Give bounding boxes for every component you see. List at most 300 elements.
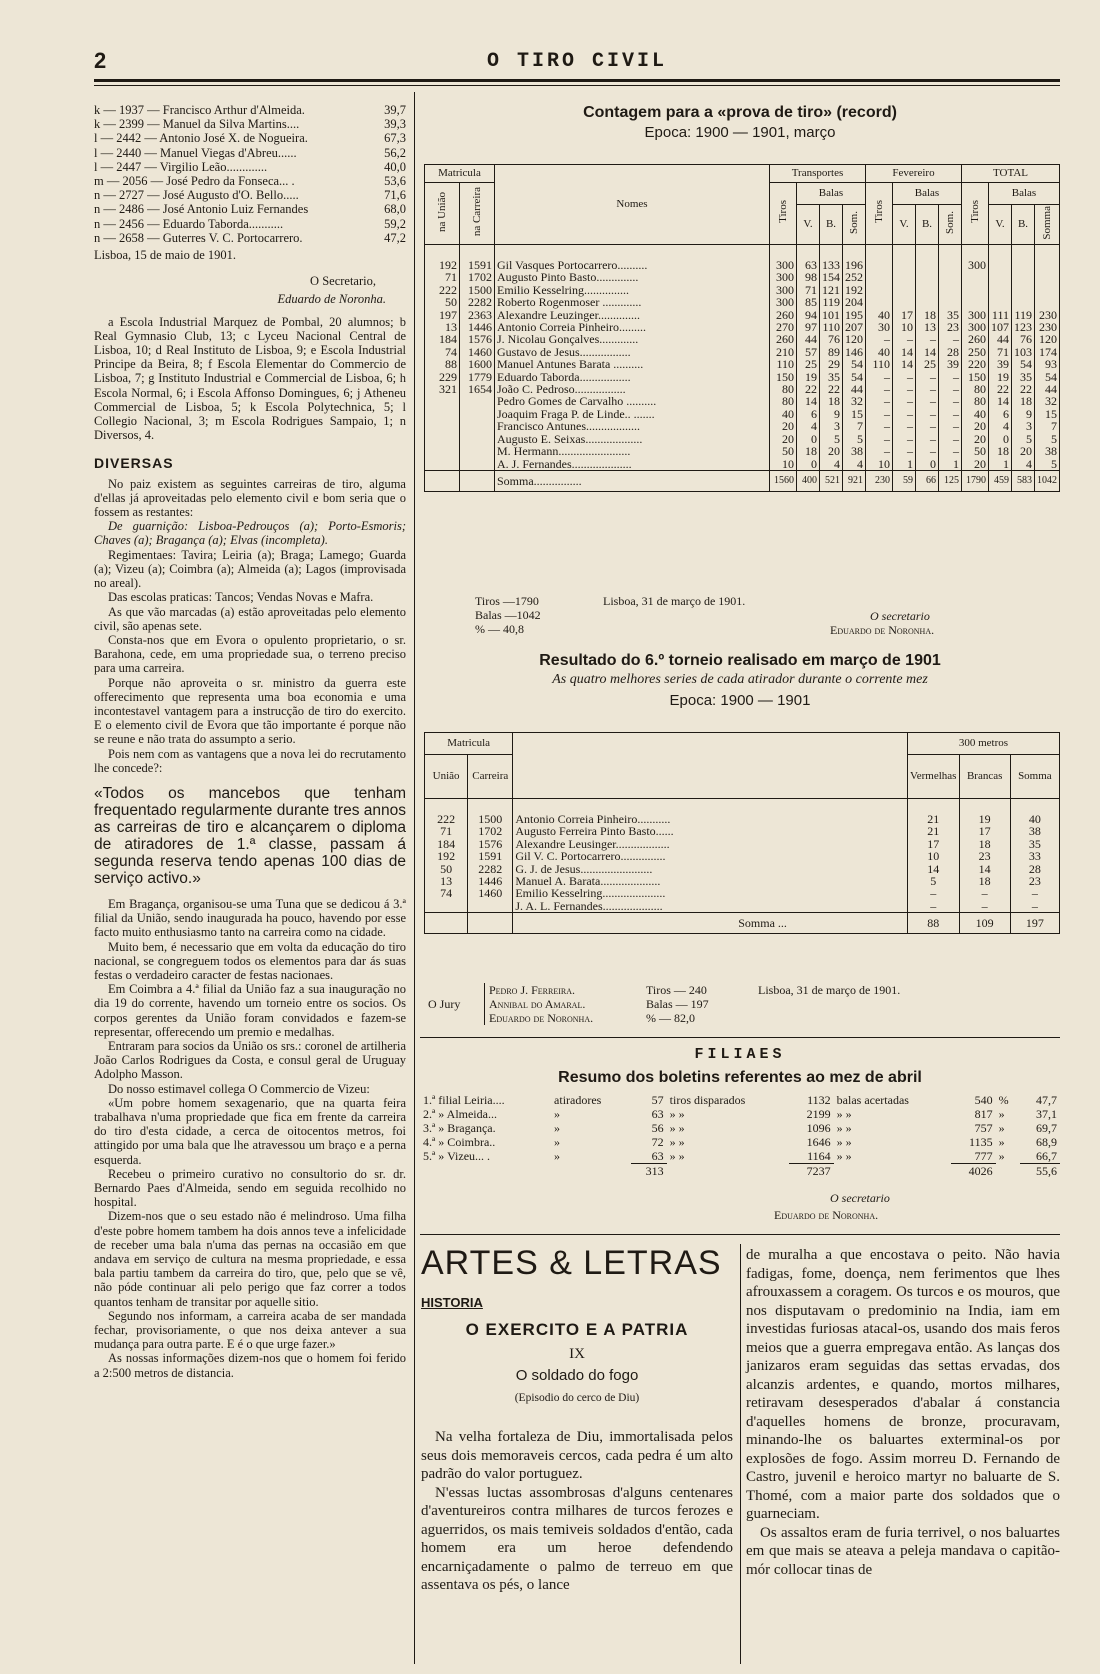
cell: 71: [797, 284, 820, 296]
header-matricula: Matricula: [425, 733, 513, 755]
cell: [1035, 284, 1060, 296]
filial-row: [420, 1135, 1060, 1149]
cell: »: [998, 1149, 1005, 1164]
cell: 4: [1012, 458, 1035, 471]
cell: 1576: [468, 838, 513, 850]
cell: 101: [820, 309, 843, 321]
list-score: 67,3: [384, 131, 406, 146]
total-cell: [551, 1164, 631, 1179]
header-na-carreira: na Carreira: [470, 187, 483, 237]
cell: [1035, 271, 1060, 283]
cell: –: [939, 383, 962, 395]
cell: 6: [797, 408, 820, 420]
cell: [1012, 296, 1035, 308]
cell: [893, 245, 916, 272]
cell: 1460: [460, 346, 495, 358]
filiaes-secretary-name: Eduardo de Noronha.: [774, 1208, 879, 1222]
header-nomes: Nomes: [495, 165, 770, 245]
cell: [893, 296, 916, 308]
list-score: 53,6: [384, 174, 406, 189]
table-total-row: [425, 913, 1060, 934]
cell: 5.ª » Vizeu... .: [423, 1149, 491, 1164]
cell: 1096: [806, 1121, 831, 1135]
list-entry: n — 2486 — José Antonio Luiz Fernandes: [94, 202, 309, 217]
filiaes-heading: [420, 1046, 1060, 1087]
paragraph: As nossas informações dizem-nos que o homem foi ferido a 2:500 metros de distancia.: [94, 1351, 406, 1380]
summary-percent: % — 40,8: [475, 622, 524, 636]
cell: 88: [425, 358, 460, 370]
cell: 44: [989, 333, 1012, 345]
cell: [460, 458, 495, 471]
cell: [425, 458, 460, 471]
cell: 2282: [460, 296, 495, 308]
cell: [989, 296, 1012, 308]
cell: 300: [962, 245, 989, 272]
cell: 119: [1012, 309, 1035, 321]
list-score: 40,0: [384, 159, 406, 174]
cell: 5: [820, 433, 843, 445]
cell: [425, 900, 468, 913]
cell: 7: [843, 420, 866, 432]
jury-member: Annibal do Amaral.: [489, 997, 586, 1011]
list-item: [94, 231, 406, 245]
total-label: Somma................: [495, 470, 770, 491]
cell: 44: [1035, 383, 1060, 395]
cell: 121: [820, 284, 843, 296]
paragraph: Em Bragança, organisou-se uma Tuna que se dedicou á 3.ª filial da União, sendo inaugurada ha pouco, havendo por esse facto muito enthusiasmo tanto na carreira como na cidade.: [94, 896, 406, 940]
cell: –: [916, 433, 939, 445]
cell: 22: [989, 383, 1012, 395]
cell: 2.ª » Almeida...: [423, 1107, 497, 1121]
header-b: B.: [1012, 205, 1035, 245]
cell: 19: [797, 371, 820, 383]
record-count-table: [424, 164, 1060, 492]
athlete-name: Manuel A. Barata....................: [513, 875, 908, 887]
header-v: V.: [797, 205, 820, 245]
cell: 1591: [468, 850, 513, 862]
table2-heading: [420, 652, 1060, 709]
table-row: [425, 420, 1060, 432]
list-entry: n — 2727 — José Augusto d'O. Bello.....: [94, 188, 299, 203]
cell: 192: [425, 245, 460, 272]
cell: 220: [962, 358, 989, 370]
left-column: [94, 103, 406, 1380]
cell: 25: [916, 358, 939, 370]
cell: 192: [843, 284, 866, 296]
total-cell: 197: [1010, 913, 1059, 934]
cell: –: [959, 900, 1010, 913]
summary-percent: % — 82,0: [646, 1011, 695, 1025]
table1-summary: [475, 594, 605, 636]
cell: 1446: [460, 321, 495, 333]
cell: 18: [959, 875, 1010, 887]
paragraph: Na velha fortaleza de Diu, immortalisada pelos seus dois memoraveis cercos, cada pedra é um alto padrão do valor portuguez.: [421, 1429, 733, 1482]
cell: 54: [1035, 371, 1060, 383]
cell: 207: [843, 321, 866, 333]
filial-row: [420, 1149, 1060, 1164]
athlete-name: Francisco Antunes..................: [495, 420, 770, 432]
list-score: 56,2: [384, 145, 406, 160]
cell: 300: [962, 309, 989, 321]
cell: [916, 271, 939, 283]
cell: 197: [425, 309, 460, 321]
cell: 0: [989, 433, 1012, 445]
cell: 222: [425, 799, 468, 826]
cell: » »: [669, 1149, 685, 1164]
header-brancas: Brancas: [959, 755, 1010, 799]
paragraph: Entraram para socios da União os srs.: coronel de artilheria João Carlos Rodrigues da Costa, e consul geral de Uruguay Adolpho Masson.: [94, 1038, 406, 1082]
athlete-name: J. Nicolau Gonçalves.............: [495, 333, 770, 345]
cell: 97: [797, 321, 820, 333]
cell: 80: [770, 383, 797, 395]
cell: [425, 445, 460, 457]
cell: »: [998, 1107, 1005, 1121]
table2-subtitle: As quatro melhores series de cada atirador durante o corrente mez: [552, 672, 928, 687]
jury-label: O Jury: [428, 997, 461, 1011]
athlete-name: M. Hermann........................: [495, 445, 770, 457]
header-balas: Balas: [797, 183, 866, 205]
header-somma: Somma: [1040, 205, 1053, 240]
cell: 1: [939, 458, 962, 471]
list-item: [94, 174, 406, 188]
cell: –: [907, 887, 959, 899]
cell: 74: [425, 346, 460, 358]
cell: –: [959, 887, 1010, 899]
cell: 57: [797, 346, 820, 358]
list-item: [94, 217, 406, 231]
cell: 146: [843, 346, 866, 358]
filiaes-title: FILIAES: [694, 1046, 786, 1063]
cell: 38: [1010, 825, 1059, 837]
cell: [939, 296, 962, 308]
cell: 38: [843, 445, 866, 457]
cell: 10: [866, 458, 893, 471]
table-row: [425, 358, 1060, 370]
cell: 1.ª filial Leiria....: [423, 1093, 505, 1107]
cell: 89: [820, 346, 843, 358]
cell: 20: [962, 458, 989, 471]
table1-secretary-name: Eduardo de Noronha.: [830, 623, 935, 637]
cell: [460, 445, 495, 457]
cell: –: [916, 383, 939, 395]
cell: 300: [962, 321, 989, 333]
cell: 17: [893, 309, 916, 321]
filiaes-table: [420, 1093, 1060, 1178]
cell: 300: [770, 284, 797, 296]
total-cell: 230: [866, 470, 893, 491]
cell: 20: [770, 433, 797, 445]
article-subtitle: O soldado do fogo: [515, 1367, 639, 1384]
list-score: 39,3: [384, 117, 406, 132]
cell: –: [916, 445, 939, 457]
total-cell: 59: [893, 470, 916, 491]
cell: [425, 408, 460, 420]
cell: 40: [1010, 799, 1059, 826]
table-row: [425, 900, 1060, 913]
article-column-1: [421, 1428, 733, 1595]
cell: 1460: [468, 887, 513, 899]
cell: 3.ª » Bragança.: [423, 1121, 496, 1135]
cell: 9: [820, 408, 843, 420]
tournament-result-table: [424, 732, 1060, 934]
cell: 76: [1012, 333, 1035, 345]
athlete-name: Gil Vasques Portocarrero..........: [495, 245, 770, 272]
cell: 15: [843, 408, 866, 420]
total-cell: [996, 1164, 1020, 1179]
athlete-name: Manuel Antunes Barata ..........: [495, 358, 770, 370]
header-na-uniao: na União: [435, 191, 448, 232]
cell: 69,7: [1036, 1121, 1057, 1135]
table-row: [425, 445, 1060, 457]
cell: 222: [425, 284, 460, 296]
cell: 66,7: [1036, 1149, 1057, 1163]
total-cell: 7237: [789, 1164, 834, 1179]
total-cell: 55,6: [1020, 1164, 1060, 1179]
cell: 154: [820, 271, 843, 283]
total-cell: 521: [820, 470, 843, 491]
cell: 28: [1010, 863, 1059, 875]
cell: 5: [843, 433, 866, 445]
cell: 196: [843, 245, 866, 272]
cell: 150: [770, 371, 797, 383]
cell: 1576: [460, 333, 495, 345]
cell: –: [1010, 887, 1059, 899]
cell: 110: [866, 358, 893, 370]
list-item: [94, 117, 406, 131]
cell: 63: [797, 245, 820, 272]
cell: 44: [797, 333, 820, 345]
cell: [866, 296, 893, 308]
cell: [962, 284, 989, 296]
list-score: 68,0: [384, 202, 406, 217]
cell: 18: [959, 838, 1010, 850]
athlete-name: Emilio Kesselring...............: [495, 284, 770, 296]
table-row: [425, 799, 1060, 826]
cell: 14: [907, 863, 959, 875]
cell: –: [939, 395, 962, 407]
cell: 20: [770, 420, 797, 432]
list-item: [94, 160, 406, 174]
total-cell: 921: [843, 470, 866, 491]
cell: 47,7: [1036, 1093, 1057, 1107]
cell: 18: [797, 445, 820, 457]
cell: 1654: [460, 383, 495, 395]
cell: [893, 271, 916, 283]
cell: –: [939, 333, 962, 345]
cell: 777: [974, 1149, 993, 1163]
paragraph: Segundo nos informam, a carreira acaba de ser mandada fechar, provisoriamente, o que nos deixa antever a sua mudança para outra parte. E é o que urge fazer.»: [94, 1308, 406, 1352]
cell: 103: [1012, 346, 1035, 358]
section-historia: HISTORIA: [421, 1295, 483, 1310]
total-cell: 125: [939, 470, 962, 491]
cell: » »: [836, 1107, 852, 1121]
cell: 40: [962, 408, 989, 420]
table-total-row: [425, 470, 1060, 491]
total-cell: [834, 1164, 951, 1179]
cell: 260: [770, 333, 797, 345]
cell: » »: [836, 1149, 852, 1164]
athlete-name: Roberto Rogenmoser .............: [495, 296, 770, 308]
cell: 35: [1010, 838, 1059, 850]
paragraph: As que vão marcadas (a) estão aproveitadas pelo elemento civil, são apenas sete.: [94, 604, 406, 633]
filiaes-secretary: O secretario: [830, 1191, 890, 1205]
cell: 1446: [468, 875, 513, 887]
cell: 4: [989, 420, 1012, 432]
cell: [425, 433, 460, 445]
cell: 20: [820, 445, 843, 457]
cell: –: [893, 420, 916, 432]
paragraph: Consta-nos que em Evora o opulento proprietario, o sr. Barahona, cede, em uma propriedade sua, o terreno preciso para uma carreira.: [94, 632, 406, 676]
table-row: [425, 458, 1060, 471]
cell: –: [866, 383, 893, 395]
cell: –: [916, 371, 939, 383]
cell: –: [939, 433, 962, 445]
article-part: IX: [569, 1346, 585, 1362]
cell: [460, 395, 495, 407]
cell: »: [554, 1121, 561, 1135]
cell: –: [916, 395, 939, 407]
filial-row: [420, 1093, 1060, 1107]
total-cell: 4026: [951, 1164, 996, 1179]
cell: –: [893, 433, 916, 445]
paragraph: Muito bem, é necessario que em volta da educação do tiro nacional, se congreguem todos os elementos para dar ás suas festas o verdadeiro caracter de festas nacionaes.: [94, 939, 406, 982]
table-row: [425, 887, 1060, 899]
cell: [962, 296, 989, 308]
cell: 0: [797, 433, 820, 445]
cell: 260: [962, 333, 989, 345]
cell: 174: [1035, 346, 1060, 358]
header-v: V.: [893, 205, 916, 245]
athlete-name: Augusto Pinto Basto..............: [495, 271, 770, 283]
header-matricula: Matricula: [425, 165, 495, 183]
cell: 1646: [806, 1135, 831, 1149]
cell: [989, 271, 1012, 283]
cell: [916, 284, 939, 296]
paragraph: Das escolas praticas: Tancos; Vendas Novas e Mafra.: [108, 590, 374, 605]
cell: 230: [1035, 309, 1060, 321]
cell: 35: [1012, 371, 1035, 383]
cell: [866, 245, 893, 272]
header-transportes: Transportes: [770, 165, 866, 183]
list-item: [94, 146, 406, 160]
paragraph: «Um pobre homem sexagenario, que na quarta feira trabalhava n'uma propriedade que fica em frente da carreira do tiro d'esta cidade, a cerca de oitocentos metros, foi attingido por uma bala que lhe atravessou um braço e a perna esquerda.: [94, 1095, 406, 1167]
total-cell: 583: [1012, 470, 1035, 491]
list-item: [94, 188, 406, 202]
cell: 15: [1035, 408, 1060, 420]
header-vermelhas: Vermelhas: [907, 755, 959, 799]
header-fevereiro: Fevereiro: [866, 165, 962, 183]
cell: 5: [1035, 458, 1060, 471]
header-som: Som.: [943, 211, 956, 235]
cell: –: [939, 408, 962, 420]
cell: [1035, 245, 1060, 272]
cell: 14: [893, 346, 916, 358]
cell: 71: [989, 346, 1012, 358]
cell: 1: [989, 458, 1012, 471]
table1-secretary: O secretario: [870, 609, 930, 623]
list-entry: l — 2447 — Virgilio Leão.............: [94, 159, 268, 174]
artes-heading: [421, 1244, 733, 1404]
total-cell: [667, 1164, 789, 1179]
cell: 56: [651, 1121, 664, 1135]
cell: 2363: [460, 309, 495, 321]
cell: 32: [1035, 395, 1060, 407]
header-300-metros: 300 metros: [907, 733, 1059, 755]
header-som: Som.: [847, 211, 860, 235]
cell: 757: [974, 1121, 993, 1135]
cell: –: [893, 333, 916, 345]
total-cell: 1042: [1035, 470, 1060, 491]
cell: 21: [907, 799, 959, 826]
cell: 4.ª » Coimbra..: [423, 1135, 496, 1149]
cell: –: [866, 333, 893, 345]
cell: 195: [843, 309, 866, 321]
cell: 1500: [468, 799, 513, 826]
cell: 39: [989, 358, 1012, 370]
total-cell: [420, 1164, 551, 1179]
cell: [1035, 296, 1060, 308]
list-entry: l — 2442 — Antonio José X. de Nogueira.: [94, 131, 308, 146]
cell: 110: [770, 358, 797, 370]
cell: 28: [939, 346, 962, 358]
cell: [1012, 284, 1035, 296]
cell: 3: [820, 420, 843, 432]
cell: 5: [1012, 433, 1035, 445]
cell: 76: [820, 333, 843, 345]
cell: 0: [916, 458, 939, 471]
cell: [425, 470, 460, 491]
cell: 50: [425, 863, 468, 875]
cell: » »: [669, 1135, 685, 1149]
header-b: B.: [820, 205, 843, 245]
table-row: [425, 245, 1060, 272]
cell: –: [939, 445, 962, 457]
cell: 18: [820, 395, 843, 407]
column-divider: [740, 1244, 741, 1664]
cell: [468, 900, 513, 913]
cell: 133: [820, 245, 843, 272]
paragraph: Recebeu o primeiro curativo no consultorio do sr. dr. Bernardo Paes d'Almeida, sendo em seguida recolhido no hospital.: [94, 1166, 406, 1210]
header-b: B.: [916, 205, 939, 245]
header-balas: Balas: [893, 183, 962, 205]
cell: 74: [425, 887, 468, 899]
list-score: 59,2: [384, 216, 406, 231]
cell: –: [939, 420, 962, 432]
cell: 6: [989, 408, 1012, 420]
cell: [989, 245, 1012, 272]
total-cell: 459: [989, 470, 1012, 491]
paragraph: de muralha a que encostava o peito. Não havia fadigas, fome, doença, nem ferimentos que lhes afrouxassem a coragem. Os turcos e os mouros, que nos disputavam o predominio na India, iam em investidas furiosas atacal-os, usando dos mais feros meios que a guerra empregava então. As lanças dos janizaros eram seguidas das settas ervadas, dos alcanzis ardentes, e quando, mortos milhares, retiravam desesperados d'abalar á constancia d'aquelles homens de bronze, procuravam, minando-lhe os baluartes exterminal-os por explosões de fogo. Assim morreu D. Fernando de Castro, juvenil e heroico martyr no baluarte de S. Thomé, com a maior parte dos soldados que o guarneciam.: [746, 1247, 1060, 1522]
cell: 1164: [807, 1149, 831, 1163]
paragraph: Os assaltos eram de furia terrivel, o nos baluartes em que mais se ateava a peleja mandava o capitão-mór collocar tinas de: [746, 1524, 1060, 1578]
cell: [916, 296, 939, 308]
cell: 4: [820, 458, 843, 471]
cell: 13: [916, 321, 939, 333]
total-cell: 1790: [962, 470, 989, 491]
jury-member: Eduardo de Noronha.: [489, 1011, 594, 1025]
cell: 10: [907, 850, 959, 862]
cell: 80: [770, 395, 797, 407]
law-quote: «Todos os mancebos que tenham frequentado regularmente durante tres annos as carreiras de tiro e alcançarem o diploma de atiradores de 1.ª classe, passam á segunda reserva tendo apenas 100 dias de serviço activo.»: [94, 784, 406, 887]
cell: –: [893, 371, 916, 383]
athlete-name: Gil V. C. Portocarrero...............: [513, 850, 908, 862]
cell: 21: [907, 825, 959, 837]
list-entry: l — 2440 — Manuel Viegas d'Abreu......: [94, 145, 297, 160]
cell: 72: [651, 1135, 664, 1149]
cell: 14: [989, 395, 1012, 407]
cell: 252: [843, 271, 866, 283]
cell: [962, 271, 989, 283]
